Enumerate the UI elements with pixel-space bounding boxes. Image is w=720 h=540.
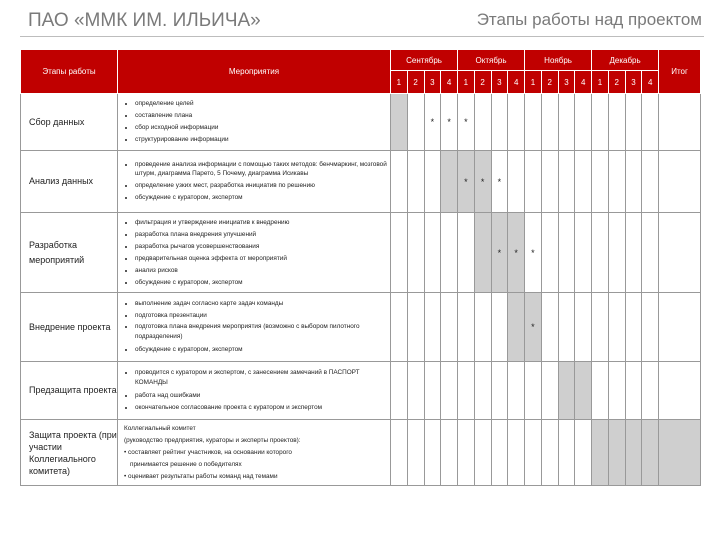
timeline-cell — [474, 420, 491, 486]
timeline-cell — [458, 293, 475, 362]
timeline-mark: * — [424, 94, 441, 151]
timeline-mark: * — [491, 213, 508, 293]
timeline-cell — [391, 362, 408, 420]
activity-item: • работа над ошибками — [135, 390, 388, 402]
week-header: 1 — [458, 71, 475, 94]
timeline-cell-active — [391, 94, 408, 151]
timeline-cell — [592, 94, 609, 151]
activities-cell — [118, 94, 391, 151]
timeline-cell — [575, 151, 592, 213]
timeline-cell — [525, 362, 542, 420]
timeline-cell — [458, 362, 475, 420]
header-total: Итог — [659, 50, 701, 94]
timeline-cell — [592, 362, 609, 420]
timeline-cell — [407, 420, 424, 486]
timeline-cell-active — [625, 420, 642, 486]
week-header: 4 — [441, 71, 458, 94]
week-header: 3 — [625, 71, 642, 94]
timeline-cell — [474, 94, 491, 151]
timeline-cell-active — [592, 420, 609, 486]
activity-item: • разработка плана внедрения улучшений — [135, 229, 388, 241]
week-header: 4 — [642, 71, 659, 94]
week-header: 1 — [592, 71, 609, 94]
week-header: 1 — [391, 71, 408, 94]
activities-cell — [118, 293, 391, 362]
header-stages: Этапы работы — [21, 50, 118, 94]
timeline-mark: * — [491, 151, 508, 213]
timeline-cell — [541, 420, 558, 486]
org-title: ПАО «ММК ИМ. ИЛЬИЧА» — [28, 10, 261, 31]
total-cell — [659, 362, 701, 420]
table-row — [21, 420, 701, 486]
week-header: 4 — [508, 71, 525, 94]
timeline-cell — [575, 293, 592, 362]
timeline-cell — [424, 420, 441, 486]
activity-item: • обсуждение с куратором, экспертом — [135, 192, 388, 204]
committee-line: • составляет рейтинг участников, на основании которого — [124, 448, 292, 456]
timeline-cell — [441, 420, 458, 486]
week-header: 3 — [424, 71, 441, 94]
activity-item: • сбор исходной информации — [135, 122, 388, 134]
week-header: 2 — [474, 71, 491, 94]
header-month-december: Декабрь — [592, 50, 659, 71]
timeline-cell — [541, 94, 558, 151]
timeline-cell — [575, 420, 592, 486]
timeline-cell — [592, 293, 609, 362]
activity-item: • обсуждение с куратором, экспертом — [135, 277, 388, 289]
timeline-cell — [608, 293, 625, 362]
week-header: 2 — [541, 71, 558, 94]
timeline-mark: * — [458, 151, 475, 213]
committee-line: принимается решение о победителях — [130, 460, 242, 468]
timeline-mark: * — [474, 151, 491, 213]
timeline-cell — [391, 151, 408, 213]
timeline-cell — [391, 213, 408, 293]
timeline-cell — [441, 293, 458, 362]
timeline-cell — [458, 420, 475, 486]
timeline-cell — [625, 293, 642, 362]
header-month-october: Октябрь — [458, 50, 525, 71]
activity-item: • окончательное согласование проекта с куратором и экспертом — [135, 402, 388, 414]
stage-name: Предзащита проекта — [21, 362, 118, 420]
activity-item: • определение узких мест, разработка инициатив по решению — [135, 180, 388, 192]
stage-name: Защита проекта (при участии Коллегиального комитета) — [21, 420, 118, 486]
timeline-cell — [424, 293, 441, 362]
timeline-cell — [541, 213, 558, 293]
header-month-september: Сентябрь — [391, 50, 458, 71]
timeline-cell — [642, 213, 659, 293]
week-header: 1 — [525, 71, 542, 94]
timeline-cell — [592, 213, 609, 293]
activities-cell — [118, 362, 391, 420]
activity-item: • определение целей — [135, 98, 388, 110]
timeline-mark: * — [508, 213, 525, 293]
stage-name: Сбор данных — [21, 94, 118, 151]
timeline-cell — [608, 362, 625, 420]
table-row — [21, 94, 701, 151]
committee-line: (руководство предприятия, кураторы и эксперты проектов): — [124, 436, 301, 444]
activity-item: • проведение анализа информации с помощью таких методов: бенчмаркинг, мозговой штурм, диаграмма Парето, 5 Почему, диаграмма Исикавы — [135, 160, 388, 178]
timeline-cell — [508, 362, 525, 420]
timeline-cell — [407, 293, 424, 362]
timeline-cell — [608, 151, 625, 213]
activity-item: • составление плана — [135, 110, 388, 122]
timeline-cell — [575, 94, 592, 151]
stage-name: Внедрение проекта — [21, 293, 118, 362]
timeline-cell-active — [608, 420, 625, 486]
timeline-cell — [474, 293, 491, 362]
timeline-cell — [625, 94, 642, 151]
timeline-mark: * — [525, 293, 542, 362]
stage-name: Анализ данных — [21, 151, 118, 213]
header-divider — [20, 36, 704, 37]
stage-name: Разработка мероприятий — [21, 213, 118, 293]
timeline-mark: * — [458, 94, 475, 151]
table-row — [21, 293, 701, 362]
timeline-cell — [491, 94, 508, 151]
activity-item: • обсуждение с куратором, экспертом — [135, 344, 388, 356]
committee-line: • оценивает результаты работы команд над темами — [124, 472, 278, 480]
timeline-cell — [407, 151, 424, 213]
timeline-cell — [625, 213, 642, 293]
timeline-cell — [558, 420, 575, 486]
week-header: 3 — [491, 71, 508, 94]
timeline-cell — [391, 420, 408, 486]
timeline-cell — [608, 213, 625, 293]
timeline-cell — [608, 94, 625, 151]
timeline-cell — [575, 213, 592, 293]
timeline-cell — [558, 94, 575, 151]
timeline-cell — [592, 151, 609, 213]
activity-item: • разработка рычагов усовершенствования — [135, 241, 388, 253]
timeline-cell — [508, 151, 525, 213]
page-title: Этапы работы над проектом — [476, 10, 702, 29]
header-activities: Мероприятия — [118, 50, 391, 94]
timeline-mark: * — [441, 94, 458, 151]
timeline-cell — [625, 362, 642, 420]
timeline-cell — [558, 151, 575, 213]
total-cell — [659, 151, 701, 213]
timeline-cell — [508, 94, 525, 151]
timeline-cell — [424, 151, 441, 213]
timeline-cell — [441, 213, 458, 293]
week-header: 2 — [608, 71, 625, 94]
activities-cell — [118, 151, 391, 213]
table-row — [21, 151, 701, 213]
total-cell — [659, 293, 701, 362]
activity-item: • подготовка плана внедрения мероприятия (возможно с выбором пилотного подразделения) — [135, 322, 388, 342]
timeline-cell — [508, 420, 525, 486]
activities-cell — [118, 213, 391, 293]
committee-line: Коллегиальный комитет — [124, 424, 196, 432]
timeline-cell — [491, 420, 508, 486]
timeline-cell — [407, 362, 424, 420]
timeline-cell — [525, 151, 542, 213]
timeline-cell-active — [558, 362, 575, 420]
activity-item: • анализ рисков — [135, 265, 388, 277]
timeline-cell-active — [441, 151, 458, 213]
timeline-cell-active — [474, 213, 491, 293]
timeline-cell-active — [575, 362, 592, 420]
timeline-cell — [407, 213, 424, 293]
total-cell — [659, 94, 701, 151]
timeline-cell — [525, 94, 542, 151]
timeline-cell — [441, 362, 458, 420]
timeline-cell — [474, 362, 491, 420]
timeline-cell — [424, 362, 441, 420]
activity-item: • структурирование информации — [135, 134, 388, 146]
activity-item: • подготовка презентации — [135, 310, 388, 322]
timeline-mark: * — [525, 213, 542, 293]
table-row — [21, 213, 701, 293]
timeline-cell — [458, 213, 475, 293]
timeline-cell — [642, 362, 659, 420]
timeline-cell — [541, 362, 558, 420]
activity-item: • выполнение задач согласно карте задач команды — [135, 298, 388, 310]
timeline-cell — [642, 293, 659, 362]
project-stages-table — [20, 49, 701, 486]
week-header: 4 — [575, 71, 592, 94]
timeline-cell — [491, 293, 508, 362]
timeline-cell — [625, 151, 642, 213]
timeline-cell — [541, 293, 558, 362]
activity-item: • фильтрация и утверждение инициатив к внедрению — [135, 217, 388, 229]
activity-item: • проводится с куратором и экспертом, с занесением замечаний в ПАСПОРТ КОМАНДЫ — [135, 368, 388, 388]
header-month-november: Ноябрь — [525, 50, 592, 71]
table-row — [21, 362, 701, 420]
activity-item: • предварительная оценка эффекта от мероприятий — [135, 253, 388, 265]
timeline-cell — [541, 151, 558, 213]
timeline-cell — [642, 94, 659, 151]
timeline-cell — [424, 213, 441, 293]
timeline-cell — [525, 420, 542, 486]
timeline-cell — [558, 293, 575, 362]
timeline-cell — [491, 362, 508, 420]
timeline-cell — [642, 151, 659, 213]
total-cell — [659, 420, 701, 486]
timeline-cell — [407, 94, 424, 151]
timeline-cell-active — [642, 420, 659, 486]
week-header: 3 — [558, 71, 575, 94]
week-header: 2 — [407, 71, 424, 94]
timeline-cell-active — [508, 293, 525, 362]
activities-cell — [118, 420, 391, 486]
timeline-cell — [558, 213, 575, 293]
timeline-cell — [391, 293, 408, 362]
total-cell — [659, 213, 701, 293]
